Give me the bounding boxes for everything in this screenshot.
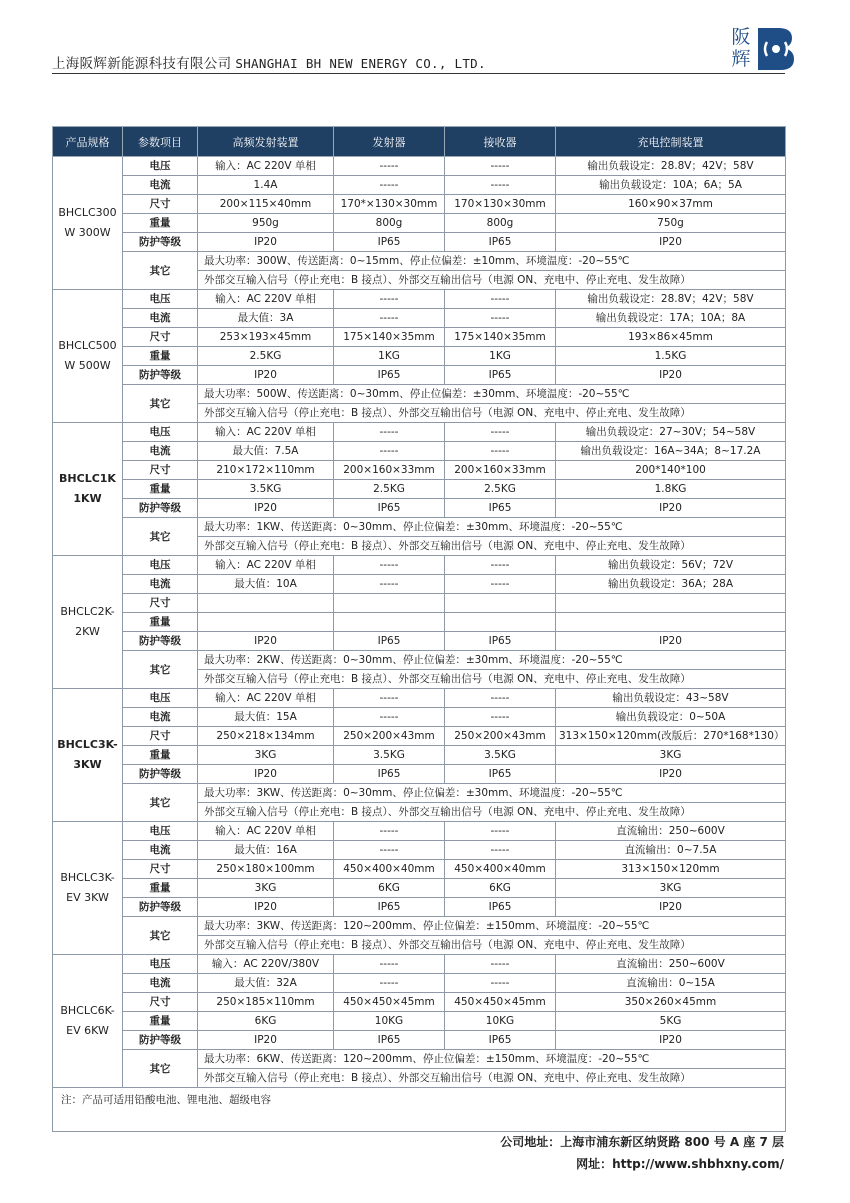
cell-transmitter: 170*×130×30mm xyxy=(334,195,445,214)
cell-hf-transmitter-device: IP20 xyxy=(198,632,334,651)
cell-receiver: IP65 xyxy=(445,233,556,252)
param-label: 电流 xyxy=(123,974,198,993)
note-row xyxy=(53,1088,786,1132)
table-row xyxy=(53,708,786,727)
cell-other-spec: 最大功率：3KW、传送距离：0~30mm、停止位偏差：±30mm、环境温度：-20~55℃ xyxy=(198,784,786,803)
cell-receiver: ----- xyxy=(445,290,556,309)
cell-charge-controller: IP20 xyxy=(556,366,786,385)
param-label: 电流 xyxy=(123,575,198,594)
cell-other-spec: 外部交互输入信号（停止充电：B 接点）、外部交互输出信号（电源 ON、充电中、停止充电、发生故障） xyxy=(198,537,786,556)
cell-transmitter xyxy=(334,594,445,613)
cell-transmitter: 1KG xyxy=(334,347,445,366)
table-row xyxy=(53,841,786,860)
cell-hf-transmitter-device: 253×193×45mm xyxy=(198,328,334,347)
table-row xyxy=(53,613,786,632)
cell-receiver: ----- xyxy=(445,423,556,442)
cell-transmitter: 250×200×43mm xyxy=(334,727,445,746)
param-label: 重量 xyxy=(123,879,198,898)
cell-other-spec: 外部交互输入信号（停止充电：B 接点）、外部交互输出信号（电源 ON、充电中、停止充电、发生故障） xyxy=(198,670,786,689)
cell-hf-transmitter-device: 最大值：7.5A xyxy=(198,442,334,461)
cell-transmitter: ----- xyxy=(334,708,445,727)
spec-table xyxy=(52,126,786,1132)
cell-transmitter: 10KG xyxy=(334,1012,445,1031)
model-name: BHCLC2K- 2KW xyxy=(53,556,123,689)
param-label: 尺寸 xyxy=(123,860,198,879)
cell-transmitter: IP65 xyxy=(334,1031,445,1050)
cell-hf-transmitter-device: 最大值：3A xyxy=(198,309,334,328)
cell-transmitter: 450×400×40mm xyxy=(334,860,445,879)
cell-charge-controller: 3KG xyxy=(556,746,786,765)
cell-hf-transmitter-device: IP20 xyxy=(198,366,334,385)
logo-char-1: 阪 xyxy=(731,26,751,48)
cell-receiver: ----- xyxy=(445,841,556,860)
cell-receiver: ----- xyxy=(445,575,556,594)
cell-charge-controller: IP20 xyxy=(556,233,786,252)
cell-receiver: ----- xyxy=(445,974,556,993)
param-label: 电流 xyxy=(123,708,198,727)
cell-hf-transmitter-device: 输入：AC 220V 单相 xyxy=(198,423,334,442)
model-name: BHCLC3K- 3KW xyxy=(53,689,123,822)
cell-charge-controller: 3KG xyxy=(556,879,786,898)
cell-hf-transmitter-device xyxy=(198,613,334,632)
cell-charge-controller: 193×86×45mm xyxy=(556,328,786,347)
cell-hf-transmitter-device: IP20 xyxy=(198,233,334,252)
table-row xyxy=(53,860,786,879)
cell-other-spec: 最大功率：300W、传送距离：0~15mm、停止位偏差：±10mm、环境温度：-20~55℃ xyxy=(198,252,786,271)
param-label: 电流 xyxy=(123,841,198,860)
cell-transmitter: ----- xyxy=(334,423,445,442)
param-label: 尺寸 xyxy=(123,328,198,347)
param-label: 重量 xyxy=(123,746,198,765)
model-name: BHCLC3K- EV 3KW xyxy=(53,822,123,955)
cell-receiver: 6KG xyxy=(445,879,556,898)
cell-transmitter: ----- xyxy=(334,157,445,176)
cell-charge-controller xyxy=(556,613,786,632)
cell-transmitter: IP65 xyxy=(334,632,445,651)
cell-charge-controller xyxy=(556,594,786,613)
param-label: 防护等级 xyxy=(123,499,198,518)
cell-receiver: 3.5KG xyxy=(445,746,556,765)
table-row xyxy=(53,480,786,499)
cell-charge-controller: IP20 xyxy=(556,1031,786,1050)
param-label: 尺寸 xyxy=(123,727,198,746)
cell-hf-transmitter-device: 输入：AC 220V 单相 xyxy=(198,157,334,176)
table-row xyxy=(53,233,786,252)
cell-hf-transmitter-device: 最大值：16A xyxy=(198,841,334,860)
param-label: 电压 xyxy=(123,822,198,841)
cell-receiver: 170×130×30mm xyxy=(445,195,556,214)
cell-charge-controller: 350×260×45mm xyxy=(556,993,786,1012)
cell-transmitter: IP65 xyxy=(334,765,445,784)
table-row xyxy=(53,955,786,974)
cell-transmitter: ----- xyxy=(334,841,445,860)
cell-charge-controller: 输出负载设定：43~58V xyxy=(556,689,786,708)
cell-charge-controller: 直流输出：0~7.5A xyxy=(556,841,786,860)
cell-receiver: 250×200×43mm xyxy=(445,727,556,746)
cell-transmitter: ----- xyxy=(334,176,445,195)
cell-hf-transmitter-device: 210×172×110mm xyxy=(198,461,334,480)
cell-receiver: 450×450×45mm xyxy=(445,993,556,1012)
cell-other-spec: 最大功率：6KW、传送距离：120~200mm、停止位偏差：±150mm、环境温度：-20~55℃ xyxy=(198,1050,786,1069)
cell-charge-controller: 输出负载设定：27~30V；54~58V xyxy=(556,423,786,442)
logo-char-2: 辉 xyxy=(731,48,751,70)
cell-charge-controller: 200*140*100 xyxy=(556,461,786,480)
param-label: 其它 xyxy=(123,1050,198,1088)
param-label: 尺寸 xyxy=(123,195,198,214)
cell-charge-controller: 输出负载设定：28.8V；42V；58V xyxy=(556,290,786,309)
table-row xyxy=(53,689,786,708)
cell-charge-controller: 输出负载设定：28.8V；42V；58V xyxy=(556,157,786,176)
param-label: 电压 xyxy=(123,290,198,309)
table-row xyxy=(53,575,786,594)
table-row xyxy=(53,347,786,366)
cell-hf-transmitter-device: 2.5KG xyxy=(198,347,334,366)
company-name-en: SHANGHAI BH NEW ENERGY CO., LTD. xyxy=(235,56,486,71)
cell-transmitter: ----- xyxy=(334,822,445,841)
table-row xyxy=(53,1012,786,1031)
cell-hf-transmitter-device: 950g xyxy=(198,214,334,233)
cell-receiver: 2.5KG xyxy=(445,480,556,499)
table-row xyxy=(53,195,786,214)
param-label: 防护等级 xyxy=(123,898,198,917)
cell-transmitter: ----- xyxy=(334,442,445,461)
model-name: BHCLC1K 1KW xyxy=(53,423,123,556)
cell-transmitter: IP65 xyxy=(334,233,445,252)
param-label: 其它 xyxy=(123,518,198,556)
param-label: 电流 xyxy=(123,176,198,195)
table-row xyxy=(53,993,786,1012)
cell-transmitter: ----- xyxy=(334,575,445,594)
table-row xyxy=(53,917,786,936)
param-label: 电压 xyxy=(123,955,198,974)
cell-receiver: 1KG xyxy=(445,347,556,366)
cell-other-spec: 外部交互输入信号（停止充电：B 接点）、外部交互输出信号（电源 ON、充电中、停止充电、发生故障） xyxy=(198,271,786,290)
page-header xyxy=(52,52,486,72)
cell-hf-transmitter-device: IP20 xyxy=(198,898,334,917)
param-label: 重量 xyxy=(123,214,198,233)
company-name-cn: 上海阪辉新能源科技有限公司 xyxy=(52,56,232,72)
cell-receiver: ----- xyxy=(445,157,556,176)
table-row xyxy=(53,366,786,385)
param-label: 电流 xyxy=(123,309,198,328)
model-name: BHCLC500 W 500W xyxy=(53,290,123,423)
cell-transmitter: 200×160×33mm xyxy=(334,461,445,480)
table-row xyxy=(53,651,786,670)
cell-transmitter: 450×450×45mm xyxy=(334,993,445,1012)
cell-transmitter: 6KG xyxy=(334,879,445,898)
header-product-spec: 产品规格 xyxy=(53,127,123,157)
cell-charge-controller: IP20 xyxy=(556,765,786,784)
cell-other-spec: 外部交互输入信号（停止充电：B 接点）、外部交互输出信号（电源 ON、充电中、停止充电、发生故障） xyxy=(198,803,786,822)
table-row xyxy=(53,252,786,271)
cell-charge-controller: 1.5KG xyxy=(556,347,786,366)
table-row xyxy=(53,518,786,537)
cell-charge-controller: 5KG xyxy=(556,1012,786,1031)
cell-transmitter: ----- xyxy=(334,955,445,974)
cell-charge-controller: 直流输出：0~15A xyxy=(556,974,786,993)
cell-charge-controller: 313×150×120mm xyxy=(556,860,786,879)
header-hf-transmitter-device: 高频发射装置 xyxy=(198,127,334,157)
param-label: 电压 xyxy=(123,689,198,708)
table-row xyxy=(53,176,786,195)
param-label: 其它 xyxy=(123,784,198,822)
param-label: 重量 xyxy=(123,613,198,632)
cell-other-spec: 最大功率：1KW、传送距离：0~30mm、停止位偏差：±30mm、环境温度：-20~55℃ xyxy=(198,518,786,537)
cell-receiver: ----- xyxy=(445,442,556,461)
cell-hf-transmitter-device: 250×218×134mm xyxy=(198,727,334,746)
header-charge-controller: 充电控制装置 xyxy=(556,127,786,157)
cell-hf-transmitter-device xyxy=(198,594,334,613)
cell-receiver xyxy=(445,613,556,632)
cell-hf-transmitter-device: 1.4A xyxy=(198,176,334,195)
cell-receiver: IP65 xyxy=(445,499,556,518)
cell-other-spec: 最大功率：500W、传送距离：0~30mm、停止位偏差：±30mm、环境温度：-20~55℃ xyxy=(198,385,786,404)
param-label: 防护等级 xyxy=(123,366,198,385)
cell-charge-controller: 输出负载设定：17A；10A；8A xyxy=(556,309,786,328)
cell-charge-controller: 输出负载设定：0~50A xyxy=(556,708,786,727)
cell-transmitter: ----- xyxy=(334,290,445,309)
cell-transmitter: 800g xyxy=(334,214,445,233)
table-row xyxy=(53,461,786,480)
param-label: 重量 xyxy=(123,347,198,366)
table-row xyxy=(53,822,786,841)
cell-hf-transmitter-device: 输入：AC 220V 单相 xyxy=(198,290,334,309)
param-label: 防护等级 xyxy=(123,632,198,651)
cell-receiver: IP65 xyxy=(445,898,556,917)
cell-charge-controller: 直流输出：250~600V xyxy=(556,822,786,841)
table-row xyxy=(53,632,786,651)
cell-transmitter: IP65 xyxy=(334,366,445,385)
cell-charge-controller: 313×150×120mm(改版后：270*168*130） xyxy=(556,727,786,746)
cell-receiver: ----- xyxy=(445,708,556,727)
param-label: 防护等级 xyxy=(123,765,198,784)
cell-receiver: ----- xyxy=(445,955,556,974)
param-label: 电压 xyxy=(123,423,198,442)
cell-other-spec: 外部交互输入信号（停止充电：B 接点）、外部交互输出信号（电源 ON、充电中、停止充电、发生故障） xyxy=(198,404,786,423)
table-row xyxy=(53,423,786,442)
cell-charge-controller: 输出负载设定：16A~34A；8~17.2A xyxy=(556,442,786,461)
param-label: 其它 xyxy=(123,252,198,290)
param-label: 重量 xyxy=(123,1012,198,1031)
cell-transmitter: 3.5KG xyxy=(334,746,445,765)
footer-website: 网址：http://www.shbhxny.com/ xyxy=(576,1157,784,1171)
cell-hf-transmitter-device: 6KG xyxy=(198,1012,334,1031)
cell-hf-transmitter-device: 最大值：10A xyxy=(198,575,334,594)
footer-address: 公司地址：上海市浦东新区纳贤路 800 号 A 座 7 层 xyxy=(500,1135,784,1149)
cell-hf-transmitter-device: 250×180×100mm xyxy=(198,860,334,879)
cell-charge-controller: 输出负载设定：36A；28A xyxy=(556,575,786,594)
param-label: 其它 xyxy=(123,651,198,689)
table-note: 注：产品可适用铅酸电池、锂电池、超级电容 xyxy=(53,1088,786,1132)
param-label: 尺寸 xyxy=(123,993,198,1012)
table-row xyxy=(53,556,786,575)
cell-receiver: ----- xyxy=(445,689,556,708)
table-row xyxy=(53,746,786,765)
header-divider xyxy=(52,73,785,74)
cell-receiver: IP65 xyxy=(445,632,556,651)
cell-hf-transmitter-device: 最大值：32A xyxy=(198,974,334,993)
table-row xyxy=(53,385,786,404)
cell-hf-transmitter-device: 3KG xyxy=(198,746,334,765)
spec-table-body xyxy=(53,157,786,1088)
cell-hf-transmitter-device: IP20 xyxy=(198,499,334,518)
model-name: BHCLC6K- EV 6KW xyxy=(53,955,123,1088)
cell-transmitter: 2.5KG xyxy=(334,480,445,499)
cell-receiver: 450×400×40mm xyxy=(445,860,556,879)
table-row xyxy=(53,214,786,233)
param-label: 尺寸 xyxy=(123,594,198,613)
cell-hf-transmitter-device: IP20 xyxy=(198,765,334,784)
cell-hf-transmitter-device: 输入：AC 220V 单相 xyxy=(198,822,334,841)
param-label: 电流 xyxy=(123,442,198,461)
param-label: 防护等级 xyxy=(123,1031,198,1050)
cell-charge-controller: IP20 xyxy=(556,898,786,917)
cell-other-spec: 最大功率：2KW、传送距离：0~30mm、停止位偏差：±30mm、环境温度：-20~55℃ xyxy=(198,651,786,670)
cell-hf-transmitter-device: 250×185×110mm xyxy=(198,993,334,1012)
header-transmitter: 发射器 xyxy=(334,127,445,157)
table-row xyxy=(53,290,786,309)
table-row xyxy=(53,974,786,993)
param-label: 尺寸 xyxy=(123,461,198,480)
cell-hf-transmitter-device: IP20 xyxy=(198,1031,334,1050)
cell-transmitter: 175×140×35mm xyxy=(334,328,445,347)
param-label: 其它 xyxy=(123,385,198,423)
cell-receiver xyxy=(445,594,556,613)
table-header-row xyxy=(53,127,786,157)
cell-receiver: 800g xyxy=(445,214,556,233)
cell-receiver: IP65 xyxy=(445,765,556,784)
model-name: BHCLC300 W 300W xyxy=(53,157,123,290)
cell-charge-controller: IP20 xyxy=(556,499,786,518)
table-row xyxy=(53,442,786,461)
cell-receiver: 200×160×33mm xyxy=(445,461,556,480)
cell-transmitter xyxy=(334,613,445,632)
cell-hf-transmitter-device: 最大值：15A xyxy=(198,708,334,727)
cell-other-spec: 外部交互输入信号（停止充电：B 接点）、外部交互输出信号（电源 ON、充电中、停止充电、发生故障） xyxy=(198,936,786,955)
cell-charge-controller: 输出负载设定：56V；72V xyxy=(556,556,786,575)
cell-hf-transmitter-device: 输入：AC 220V/380V xyxy=(198,955,334,974)
table-row xyxy=(53,594,786,613)
cell-receiver: IP65 xyxy=(445,1031,556,1050)
cell-charge-controller: 1.8KG xyxy=(556,480,786,499)
param-label: 电压 xyxy=(123,556,198,575)
cell-transmitter: ----- xyxy=(334,689,445,708)
table-row xyxy=(53,1031,786,1050)
cell-charge-controller: 直流输出：250~600V xyxy=(556,955,786,974)
header-param-item: 参数项目 xyxy=(123,127,198,157)
cell-transmitter: IP65 xyxy=(334,898,445,917)
table-row xyxy=(53,879,786,898)
cell-charge-controller: 160×90×37mm xyxy=(556,195,786,214)
cell-receiver: 10KG xyxy=(445,1012,556,1031)
table-row xyxy=(53,898,786,917)
cell-other-spec: 外部交互输入信号（停止充电：B 接点）、外部交互输出信号（电源 ON、充电中、停止充电、发生故障） xyxy=(198,1069,786,1088)
table-row xyxy=(53,499,786,518)
cell-hf-transmitter-device: 200×115×40mm xyxy=(198,195,334,214)
cell-receiver: ----- xyxy=(445,176,556,195)
table-row xyxy=(53,1050,786,1069)
cell-charge-controller: 750g xyxy=(556,214,786,233)
param-label: 防护等级 xyxy=(123,233,198,252)
cell-receiver: ----- xyxy=(445,556,556,575)
header-receiver: 接收器 xyxy=(445,127,556,157)
table-row xyxy=(53,157,786,176)
cell-transmitter: ----- xyxy=(334,556,445,575)
cell-charge-controller: 输出负载设定：10A；6A；5A xyxy=(556,176,786,195)
table-row xyxy=(53,765,786,784)
table-row xyxy=(53,727,786,746)
param-label: 重量 xyxy=(123,480,198,499)
cell-receiver: IP65 xyxy=(445,366,556,385)
cell-transmitter: IP65 xyxy=(334,499,445,518)
cell-hf-transmitter-device: 输入：AC 220V 单相 xyxy=(198,689,334,708)
cell-charge-controller: IP20 xyxy=(556,632,786,651)
param-label: 其它 xyxy=(123,917,198,955)
cell-hf-transmitter-device: 3KG xyxy=(198,879,334,898)
cell-hf-transmitter-device: 3.5KG xyxy=(198,480,334,499)
cell-receiver: ----- xyxy=(445,309,556,328)
table-row xyxy=(53,328,786,347)
cell-hf-transmitter-device: 输入：AC 220V 单相 xyxy=(198,556,334,575)
company-logo xyxy=(728,26,798,74)
cell-transmitter: ----- xyxy=(334,309,445,328)
cell-receiver: 175×140×35mm xyxy=(445,328,556,347)
table-row xyxy=(53,784,786,803)
param-label: 电压 xyxy=(123,157,198,176)
cell-transmitter: ----- xyxy=(334,974,445,993)
logo-b-mark-icon xyxy=(756,26,796,72)
cell-receiver: ----- xyxy=(445,822,556,841)
cell-other-spec: 最大功率：3KW、传送距离：120~200mm、停止位偏差：±150mm、环境温度：-20~55℃ xyxy=(198,917,786,936)
table-row xyxy=(53,309,786,328)
